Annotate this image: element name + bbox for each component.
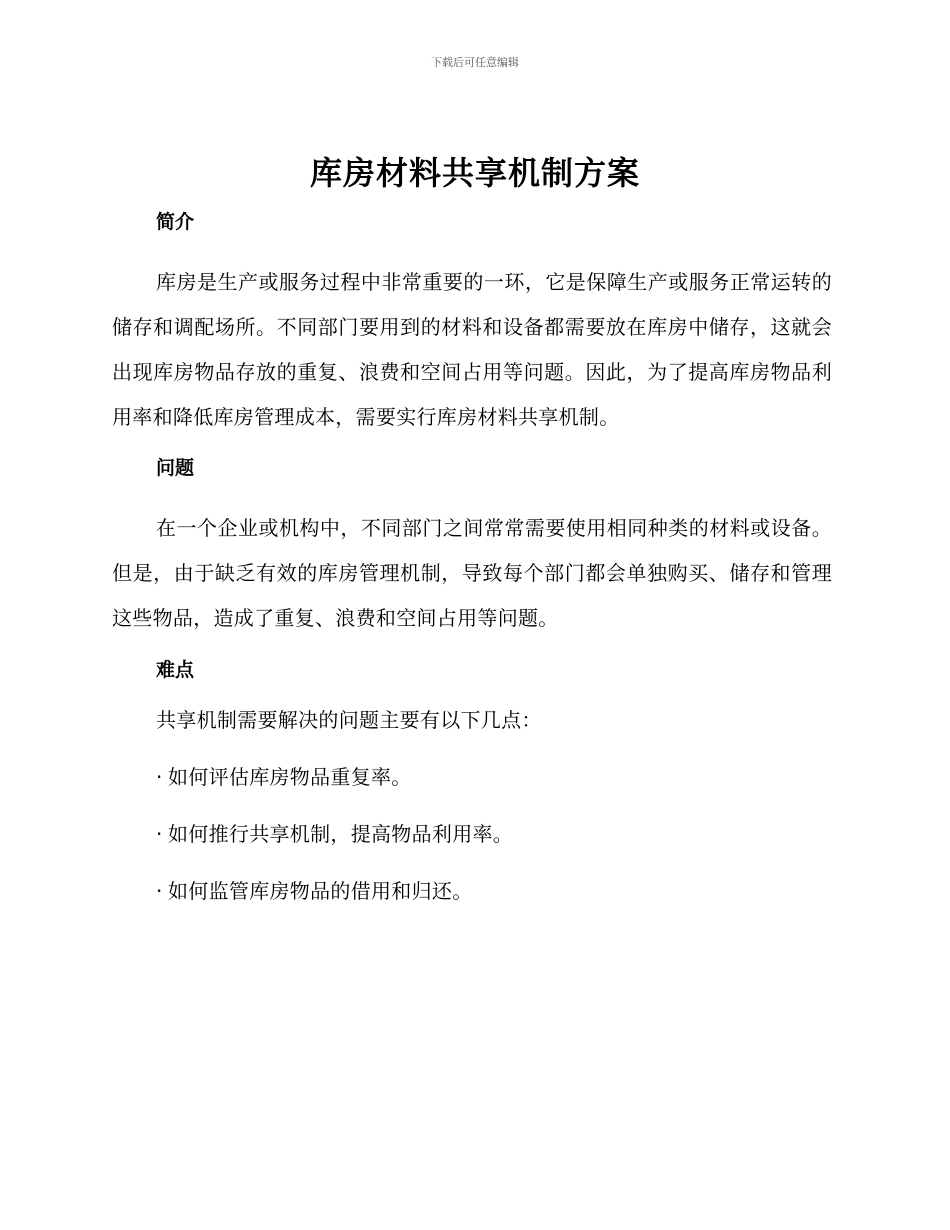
list-item-text: 如何监管库房物品的借用和归还。 [168, 879, 473, 903]
list-item [156, 869, 832, 914]
section-intro [112, 206, 832, 440]
section-paragraph-intro: 库房是生产或服务过程中非常重要的一环，它是保障生产或服务正常运转的储存和调配场所。不同部门要用到的材料和设备都需要放在库房中储存，这就会出现库房物品存放的重复、浪费和空间占用等问题。因此，为了提高库房物品利用率和降低库房管理成本，需要实行库房材料共享机制。 [112, 270, 832, 429]
section-heading-difficulty: 难点 [156, 659, 195, 681]
section-difficulty [112, 654, 832, 914]
header-note: 下载后可任意编辑 [431, 56, 519, 69]
bullet-symbol: · [156, 765, 163, 789]
list-item-text: 如何推行共享机制，提高物品利用率。 [168, 822, 514, 846]
document-title: 库房材料共享机制方案 [309, 154, 640, 192]
section-heading-intro: 简介 [156, 211, 195, 233]
document-body [112, 206, 832, 914]
section-intro-difficulty: 共享机制需要解决的问题主要有以下几点： [156, 708, 542, 732]
list-item [156, 812, 832, 857]
section-paragraph-problem: 在一个企业或机构中，不同部门之间常常需要使用相同种类的材料或设备。但是，由于缺乏有效的库房管理机制，导致每个部门都会单独购买、储存和管理这些物品，造成了重复、浪费和空间占用等问题。 [112, 516, 832, 630]
bullet-symbol: · [156, 822, 163, 846]
section-heading-problem: 问题 [156, 457, 195, 479]
list-item-text: 如何评估库房物品重复率。 [168, 765, 412, 789]
section-problem [112, 452, 832, 641]
list-item [156, 755, 832, 800]
bullet-symbol: · [156, 879, 163, 903]
